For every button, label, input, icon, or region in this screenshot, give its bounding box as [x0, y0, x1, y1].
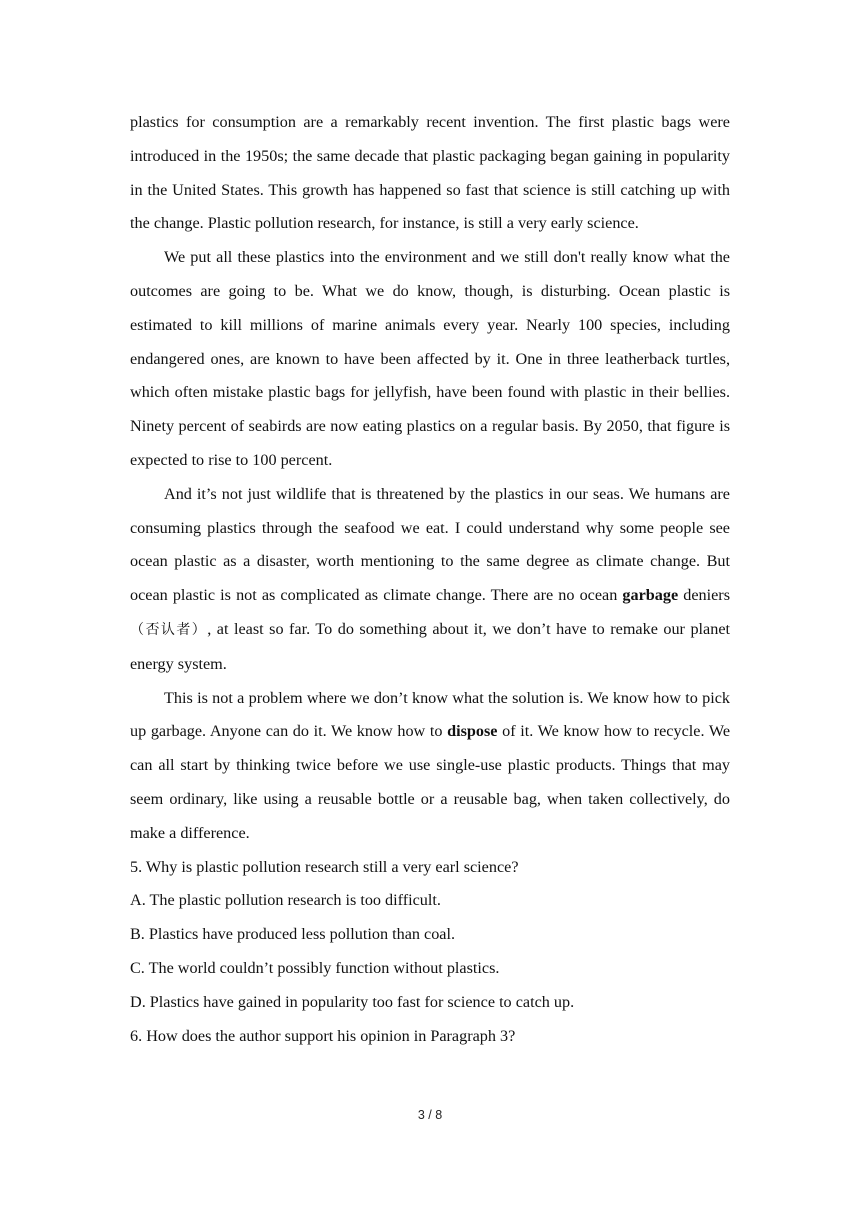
paragraph-2: We put all these plastics into the environment and we still don't really know what the outcomes are going to be. What we do know, though, is disturbing. Ocean plastic is estimated to kill millions of marine animals every year. Nearly 100 species, including endangered ones, are known to have been affected by it. One in three leatherback turtles, which often mistake plastic bags for jellyfish, have been found with plastic in their bellies. Ninety percent of seabirds are now eating plastics on a regular basis. By 2050, that figure is expected to rise to 100 percent.	[130, 248, 730, 469]
page-number: 3 / 8	[417, 1108, 443, 1122]
paragraph-1: plastics for consumption are a remarkably recent invention. The first plastic bags were introduced in the 1950s; the same decade that plastic packaging began gaining in popularity in the United States. This growth has happened so fast that science is still catching up with the change. Plastic pollution research, for instance, is still a very early science.	[130, 113, 730, 233]
paragraph-3-text-start: And it’s not just wildlife that is threatened by the plastics in our seas. We humans are consuming plastics through the seafood we eat. I could understand why some people see ocean plastic as a disaster, worth mentioning to the same degree as climate change. But ocean plastic is not as complicated as climate change. There are no ocean	[130, 484, 730, 605]
bold-word-dispose: dispose	[447, 722, 498, 741]
paragraph-3	[130, 478, 730, 682]
paragraph-3-text-end: , at least so far. To do something about it, we don’t have to remake our planet energy system.	[130, 619, 731, 673]
reading-passage	[130, 106, 730, 1053]
question-5-option-d: D. Plastics have gained in popularity too fast for science to catch up.	[130, 992, 575, 1011]
chinese-gloss: （否认者）	[130, 621, 208, 638]
question-5-stem: 5. Why is plastic pollution research still a very earl science?	[130, 857, 519, 876]
question-5-option-b: B. Plastics have produced less pollution than coal.	[130, 925, 456, 944]
bold-word-garbage: garbage	[622, 586, 679, 605]
question-5-option-a: A. The plastic pollution research is too difficult.	[130, 891, 441, 910]
paragraph-4-text-start: This is not a problem where we don’t know what the solution is. We know how to pick up garbage. Anyone can do it. We know how to	[130, 688, 730, 741]
paragraph-4	[130, 682, 730, 851]
question-5-option-c: C. The world couldn’t possibly function without plastics.	[130, 958, 500, 977]
paragraph-3-text-mid: deniers	[678, 586, 730, 605]
question-6-stem: 6. How does the author support his opinion in Paragraph 3?	[130, 1026, 516, 1045]
paragraph-4-text-end: of it. We know how to recycle. We can all start by thinking twice before we use single-use plastic products. Things that may seem ordinary, like using a reusable bottle or a reusable bag, when taken collectively, do make a difference.	[130, 722, 731, 842]
